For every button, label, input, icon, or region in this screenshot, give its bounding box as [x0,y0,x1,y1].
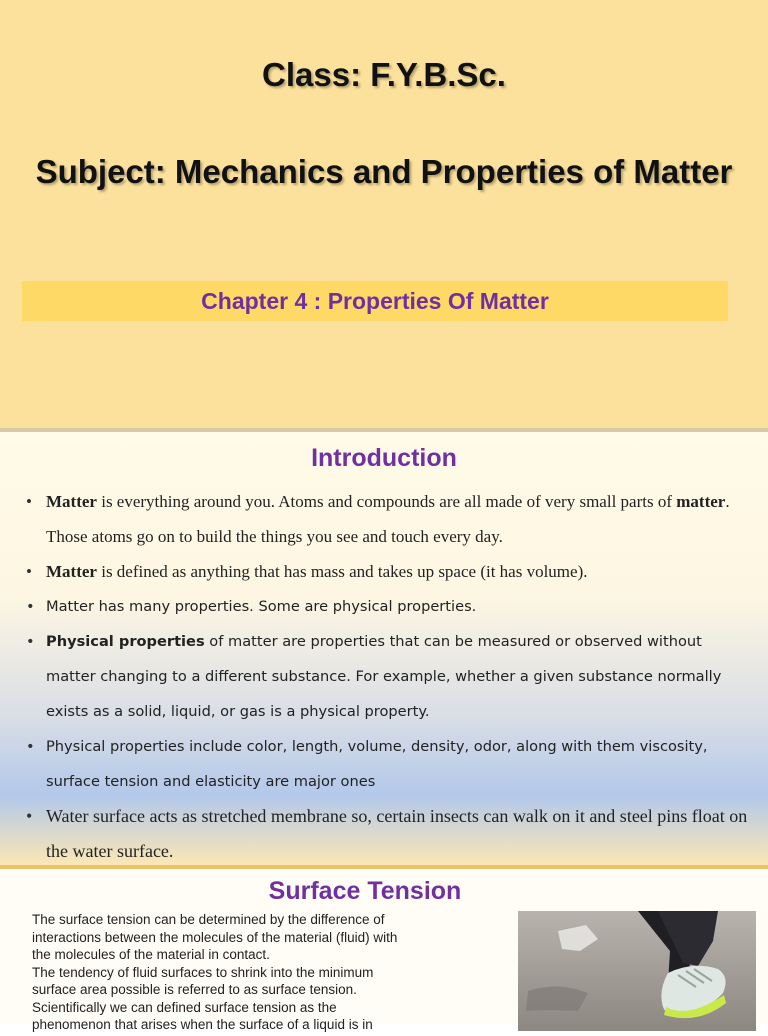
bullet-item: • Matter is defined as anything that has mass and takes up space (it has volume). [26,554,756,589]
chapter-heading: Chapter 4 : Properties Of Matter [201,287,549,314]
class-heading: Class: F.Y.B.Sc. [262,56,506,93]
bullet-item: • Matter has many properties. Some are physical properties. [26,589,756,624]
title-slide [0,0,768,428]
runner-shoe-image [518,911,756,1031]
bullet-item: • Physical properties of matter are properties that can be measured or observed without matter changing to a different substance. For example, whether a given substance normally exists as a solid, liquid, or gas is a physical property. [26,624,756,729]
surface-tension-slide [0,869,768,1032]
subject-heading: Subject: Mechanics and Properties of Matter [35,153,733,190]
bullet-item: • Water surface acts as stretched membrane so, certain insects can walk on it and steel pins float on the water surface. [26,799,756,869]
introduction-bullets [26,484,756,869]
chapter-banner [22,281,728,321]
bullet-item: • Matter is everything around you. Atoms and compounds are all made of very small parts of matter. Those atoms go on to build the things you see and touch every day. [26,484,756,554]
introduction-slide [0,432,768,865]
surface-tension-text: The surface tension can be determined by the difference of interactions between the molecules of the material (fluid) with the molecules of the material in contact. The tendency of fluid surfaces to shrink into the minimum surface area possible is referred to as surface tension. Scientifically we can defined surface tension as the phenomenon that arises when the surface of a liquid is in [32,912,398,1032]
surface-tension-title: Surface Tension [268,877,462,905]
bullet-item: • Physical properties include color, length, volume, density, odor, along with them viscosity, surface tension and elasticity are major ones [26,729,756,799]
introduction-title: Introduction [311,444,457,472]
runner-shoe-photo [518,911,756,1031]
